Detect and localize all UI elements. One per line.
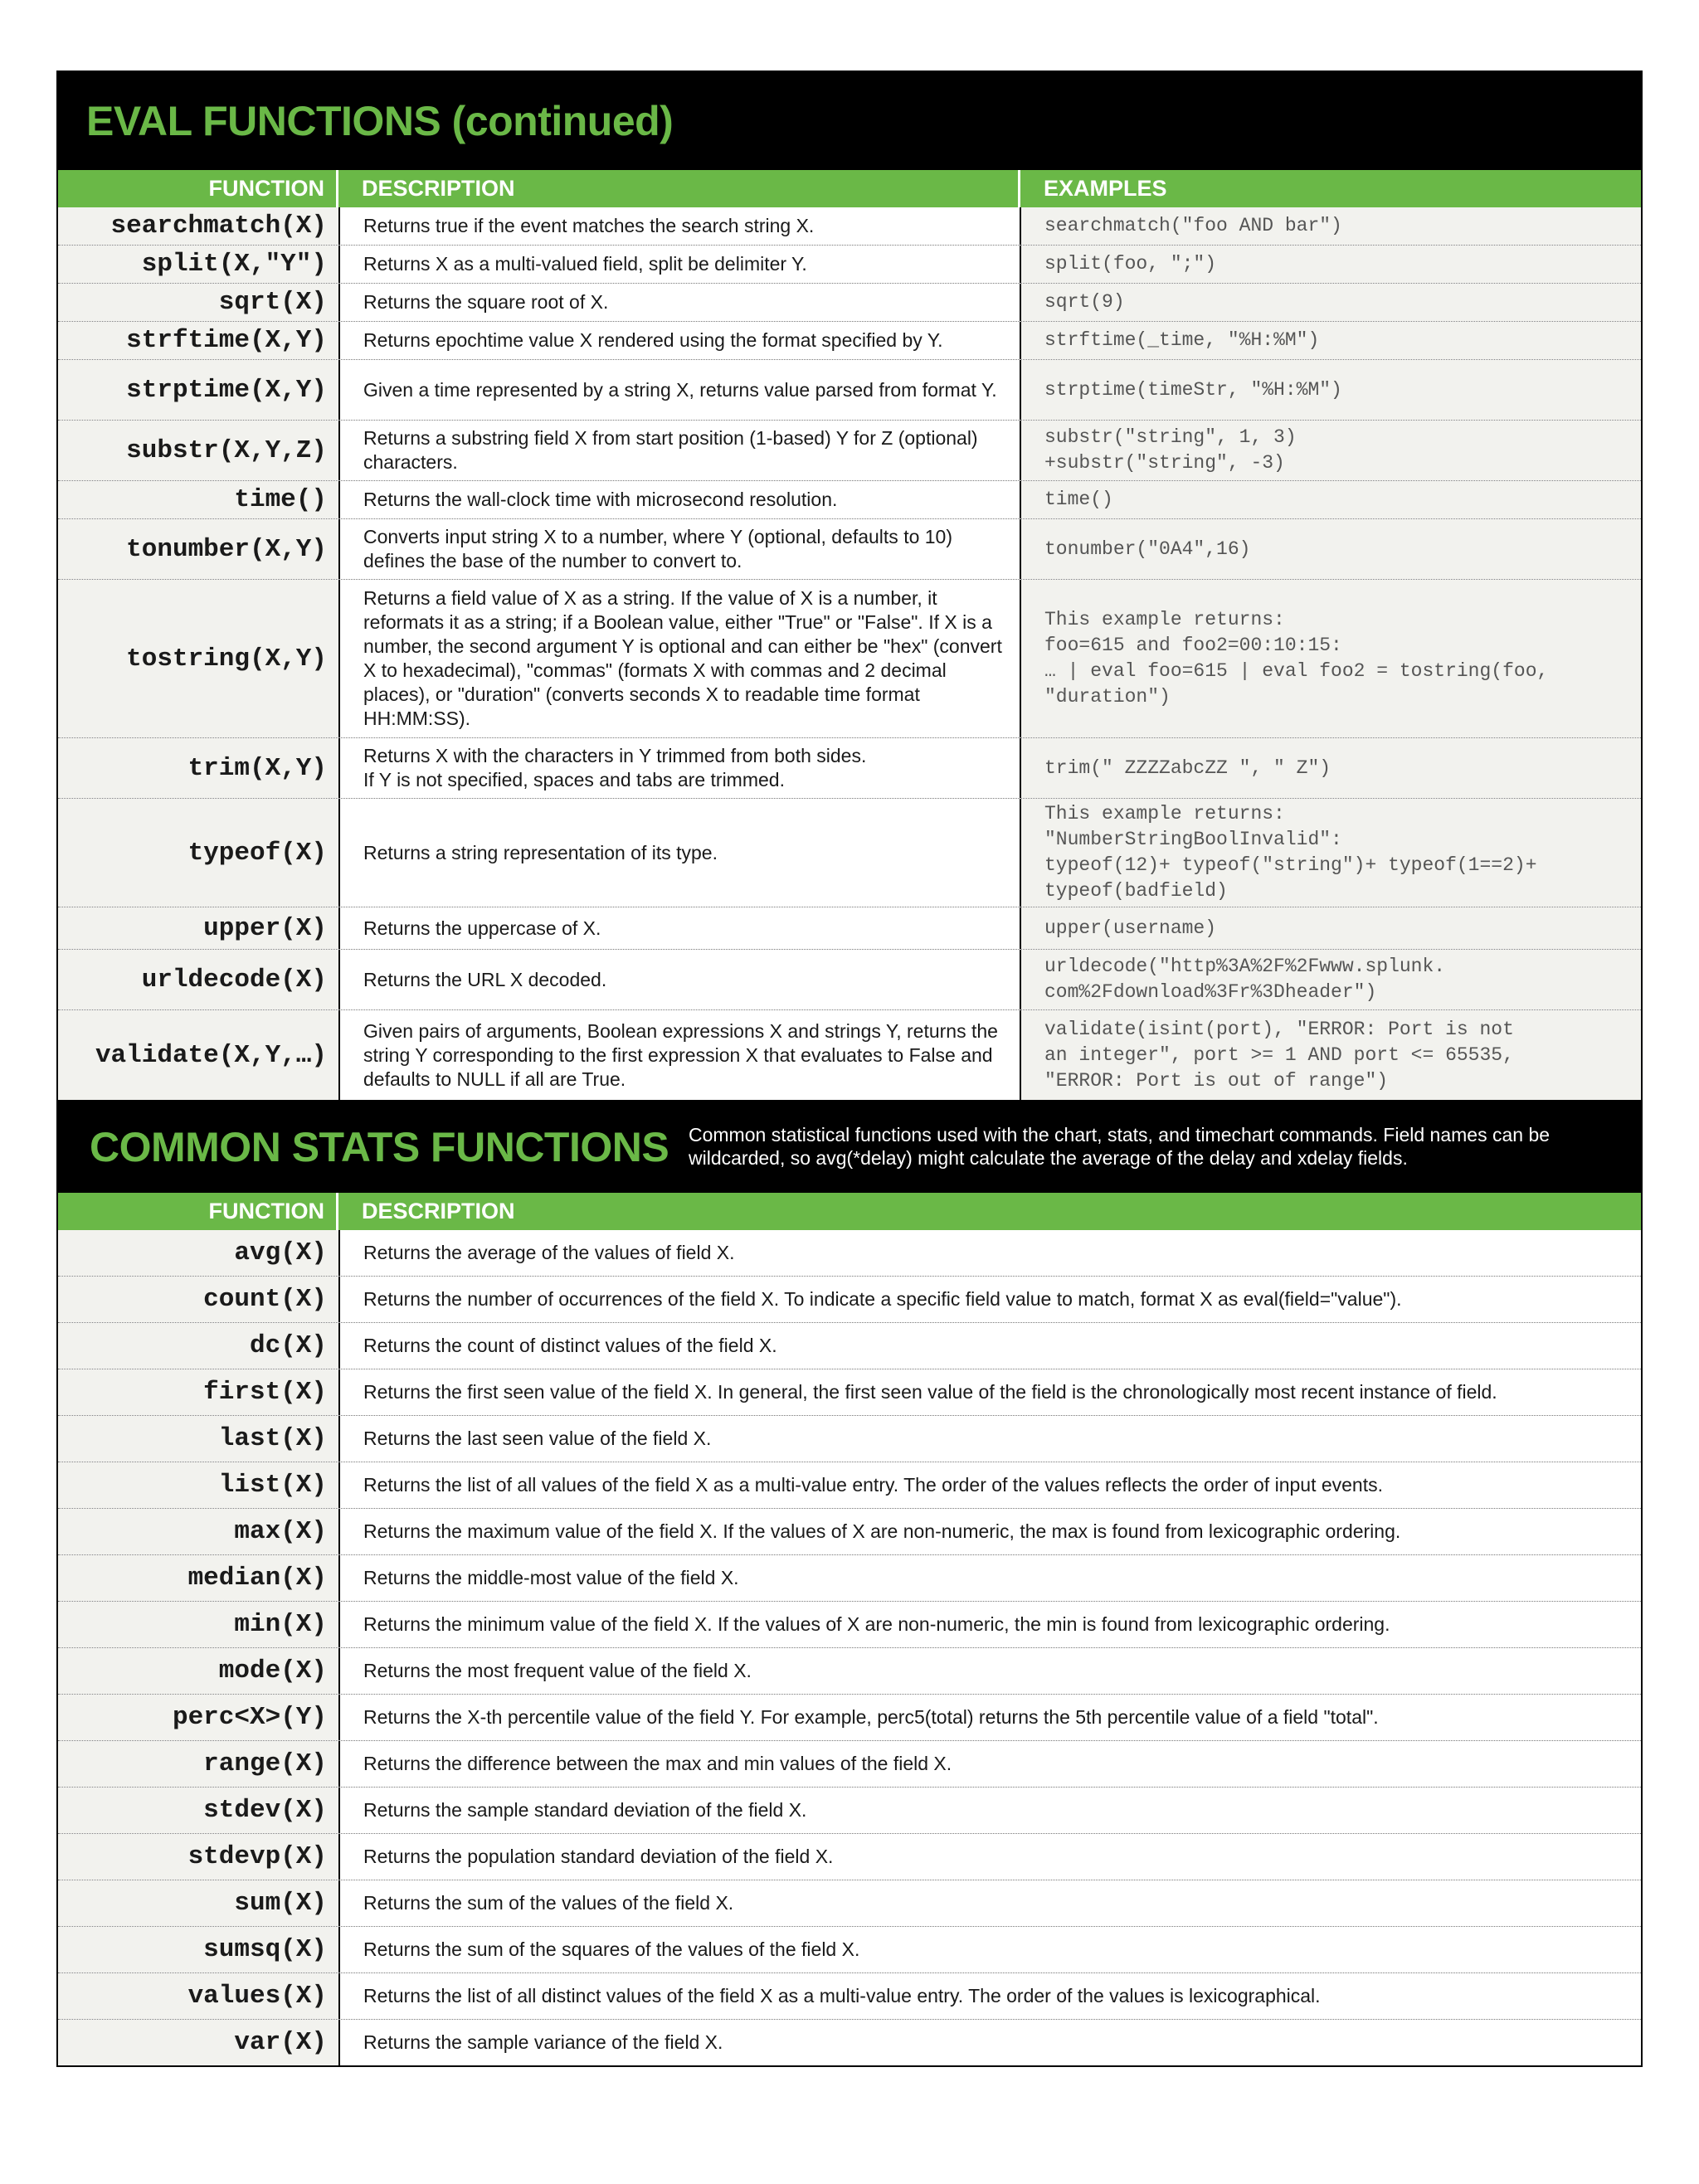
eval-table-row: [58, 580, 1641, 738]
function-example: urldecode("http%3A%2F%2Fwww.splunk. com%2Fdownload%3Fr%3Dheader"): [1021, 950, 1641, 1009]
function-description: Returns the maximum value of the field X. If the values of X are non-numeric, the max is found from lexicographic ordering.: [363, 1520, 1401, 1542]
function-example: time(): [1021, 481, 1641, 518]
function-description: Returns the X-th percentile value of the field Y. For example, perc5(total) returns the 5th percentile value of a field "total".: [363, 1706, 1379, 1728]
eval-table-row: [58, 421, 1641, 481]
stats-section-description: Common statistical functions used with the chart, stats, and timechart commands. Field names can be wildcarded, so avg(*delay) might calculate the average of the delay and xdelay fields.: [689, 1124, 1551, 1169]
stats-table-row: [58, 1230, 1641, 1277]
function-name: last(X): [58, 1416, 340, 1462]
function-name: avg(X): [58, 1230, 340, 1276]
reference-sheet: [56, 71, 1643, 2067]
function-description: Returns the URL X decoded.: [340, 950, 1021, 1009]
function-example: This example returns: foo=615 and foo2=00:10:15: … | eval foo=615 | eval foo2 = tostring(foo, "duration"): [1021, 580, 1641, 737]
function-name: stdev(X): [58, 1788, 340, 1833]
eval-column-headers: [58, 170, 1641, 207]
stats-section-header: [58, 1100, 1641, 1193]
stats-table-row: [58, 1509, 1641, 1555]
eval-table-row: [58, 1010, 1641, 1100]
function-description: Returns the number of occurrences of the field X. To indicate a specific field value to match, format X as eval(field="value").: [363, 1288, 1402, 1310]
function-example: upper(username): [1021, 907, 1641, 949]
stats-table-row: [58, 1741, 1641, 1788]
function-description: Returns the population standard deviation of the field X.: [363, 1846, 834, 1867]
function-name: sqrt(X): [58, 284, 340, 321]
function-example: strftime(_time, "%H:%M"): [1021, 322, 1641, 359]
function-example: split(foo, ";"): [1021, 246, 1641, 283]
function-description: Returns the square root of X.: [340, 284, 1021, 321]
function-name: sum(X): [58, 1880, 340, 1926]
function-name: perc<X>(Y): [58, 1695, 340, 1740]
function-description: Returns epochtime value X rendered using the format specified by Y.: [340, 322, 1021, 359]
function-description: Returns a substring field X from start position (1-based) Y for Z (optional) characters.: [340, 421, 1021, 480]
stats-header-description: DESCRIPTION: [362, 1199, 515, 1223]
function-description: Converts input string X to a number, where Y (optional, defaults to 10) defines the base of the number to convert to.: [340, 519, 1021, 579]
function-name: trim(X,Y): [58, 738, 340, 798]
function-name: var(X): [58, 2020, 340, 2065]
function-name: values(X): [58, 1973, 340, 2019]
eval-table-row: [58, 207, 1641, 246]
stats-table-row: [58, 1277, 1641, 1323]
stats-table-row: [58, 1462, 1641, 1509]
function-name: typeof(X): [58, 799, 340, 907]
function-name: tostring(X,Y): [58, 580, 340, 737]
eval-table-row: [58, 950, 1641, 1010]
eval-table-row: [58, 799, 1641, 907]
stats-table-row: [58, 1880, 1641, 1927]
stats-table: [58, 1230, 1641, 2065]
function-name: count(X): [58, 1277, 340, 1322]
eval-table-row: [58, 519, 1641, 580]
function-description: Returns the sum of the values of the field X.: [363, 1892, 734, 1914]
eval-table-row: [58, 907, 1641, 950]
stats-table-row: [58, 1602, 1641, 1648]
function-example: This example returns: "NumberStringBoolInvalid": typeof(12)+ typeof("string")+ typeof(1==2)+ typeof(badfield): [1021, 799, 1641, 907]
stats-table-row: [58, 1973, 1641, 2020]
stats-table-row: [58, 1416, 1641, 1462]
function-name: strptime(X,Y): [58, 360, 340, 420]
stats-table-row: [58, 1834, 1641, 1880]
function-example: sqrt(9): [1021, 284, 1641, 321]
function-description: Returns the most frequent value of the field X.: [363, 1660, 752, 1681]
function-name: tonumber(X,Y): [58, 519, 340, 579]
function-description: Returns the list of all values of the field X as a multi-value entry. The order of the values reflects the order of input events.: [363, 1474, 1384, 1496]
function-description: Returns a field value of X as a string. If the value of X is a number, it reformats it as a string; if a Boolean value, either "True" or "False". If X is a number, the second argument Y is optional and can either be "hex" (convert X to hexadecimal), "commas" (formats X with commas and 2 decimal places), or "duration" (converts seconds X to readable time format HH:MM:SS).: [340, 580, 1021, 737]
eval-table-row: [58, 246, 1641, 284]
eval-header-examples: EXAMPLES: [1044, 176, 1167, 201]
function-description: Returns the list of all distinct values of the field X as a multi-value entry. The order of the values is lexicographical.: [363, 1985, 1321, 2006]
stats-table-row: [58, 1648, 1641, 1695]
function-example: substr("string", 1, 3) +substr("string", -3): [1021, 421, 1641, 480]
function-name: sumsq(X): [58, 1927, 340, 1972]
function-description: Returns the difference between the max and min values of the field X.: [363, 1753, 952, 1774]
function-name: validate(X,Y,…): [58, 1010, 340, 1100]
stats-table-row: [58, 1695, 1641, 1741]
function-name: first(X): [58, 1369, 340, 1415]
function-example: searchmatch("foo AND bar"): [1021, 207, 1641, 245]
stats-section-title: COMMON STATS FUNCTIONS: [90, 1124, 669, 1170]
stats-table-row: [58, 1369, 1641, 1416]
function-name: mode(X): [58, 1648, 340, 1694]
stats-table-row: [58, 1788, 1641, 1834]
eval-section-header: [58, 72, 1641, 170]
function-description: Returns true if the event matches the search string X.: [340, 207, 1021, 245]
function-description: Returns the middle-most value of the field X.: [363, 1567, 739, 1588]
function-name: substr(X,Y,Z): [58, 421, 340, 480]
eval-table: [58, 207, 1641, 1100]
function-description: Returns the count of distinct values of the field X.: [363, 1335, 777, 1356]
function-description: Returns the sum of the squares of the values of the field X.: [363, 1938, 860, 1960]
function-name: strftime(X,Y): [58, 322, 340, 359]
function-description: Given pairs of arguments, Boolean expressions X and strings Y, returns the string Y corresponding to the first expression X that evaluates to False and defaults to NULL if all are True.: [340, 1010, 1021, 1100]
function-name: range(X): [58, 1741, 340, 1787]
eval-table-row: [58, 738, 1641, 799]
function-description: Returns the average of the values of field X.: [363, 1242, 735, 1263]
eval-table-row: [58, 322, 1641, 360]
eval-table-row: [58, 360, 1641, 421]
function-name: searchmatch(X): [58, 207, 340, 245]
function-name: split(X,"Y"): [58, 246, 340, 283]
stats-header-function: FUNCTION: [58, 1193, 338, 1230]
function-description: Returns the minimum value of the field X. If the values of X are non-numeric, the min is found from lexicographic ordering.: [363, 1613, 1390, 1635]
function-name: min(X): [58, 1602, 340, 1647]
stats-column-headers: [58, 1193, 1641, 1230]
function-description: Returns the first seen value of the field X. In general, the first seen value of the field is the chronologically most recent instance of field.: [363, 1381, 1497, 1403]
function-name: urldecode(X): [58, 950, 340, 1009]
stats-table-row: [58, 1555, 1641, 1602]
function-example: strptime(timeStr, "%H:%M"): [1021, 360, 1641, 420]
eval-table-row: [58, 481, 1641, 519]
function-name: max(X): [58, 1509, 340, 1554]
function-description: Returns X as a multi-valued field, split be delimiter Y.: [340, 246, 1021, 283]
function-example: trim(" ZZZZabcZZ ", " Z"): [1021, 738, 1641, 798]
function-example: tonumber("0A4",16): [1021, 519, 1641, 579]
function-description: Given a time represented by a string X, returns value parsed from format Y.: [340, 360, 1021, 420]
function-name: upper(X): [58, 907, 340, 949]
function-description: Returns the sample variance of the field X.: [363, 2031, 723, 2053]
stats-table-row: [58, 1927, 1641, 1973]
eval-section-title: EVAL FUNCTIONS (continued): [86, 98, 674, 144]
function-description: Returns the sample standard deviation of the field X.: [363, 1799, 807, 1821]
function-name: list(X): [58, 1462, 340, 1508]
function-name: stdevp(X): [58, 1834, 340, 1880]
function-description: Returns a string representation of its type.: [340, 799, 1021, 907]
eval-table-row: [58, 284, 1641, 322]
function-description: Returns the wall-clock time with microsecond resolution.: [340, 481, 1021, 518]
function-description: Returns X with the characters in Y trimmed from both sides. If Y is not specified, spaces and tabs are trimmed.: [340, 738, 1021, 798]
eval-header-description: DESCRIPTION: [338, 170, 1020, 207]
stats-table-row: [58, 2020, 1641, 2065]
function-description: Returns the uppercase of X.: [340, 907, 1021, 949]
function-name: median(X): [58, 1555, 340, 1601]
function-name: dc(X): [58, 1323, 340, 1369]
eval-header-function: FUNCTION: [58, 170, 338, 207]
function-description: Returns the last seen value of the field X.: [363, 1428, 712, 1449]
function-example: validate(isint(port), "ERROR: Port is not an integer", port >= 1 AND port <= 65535, "ERROR: Port is out of range"): [1021, 1010, 1641, 1100]
stats-table-row: [58, 1323, 1641, 1369]
function-name: time(): [58, 481, 340, 518]
